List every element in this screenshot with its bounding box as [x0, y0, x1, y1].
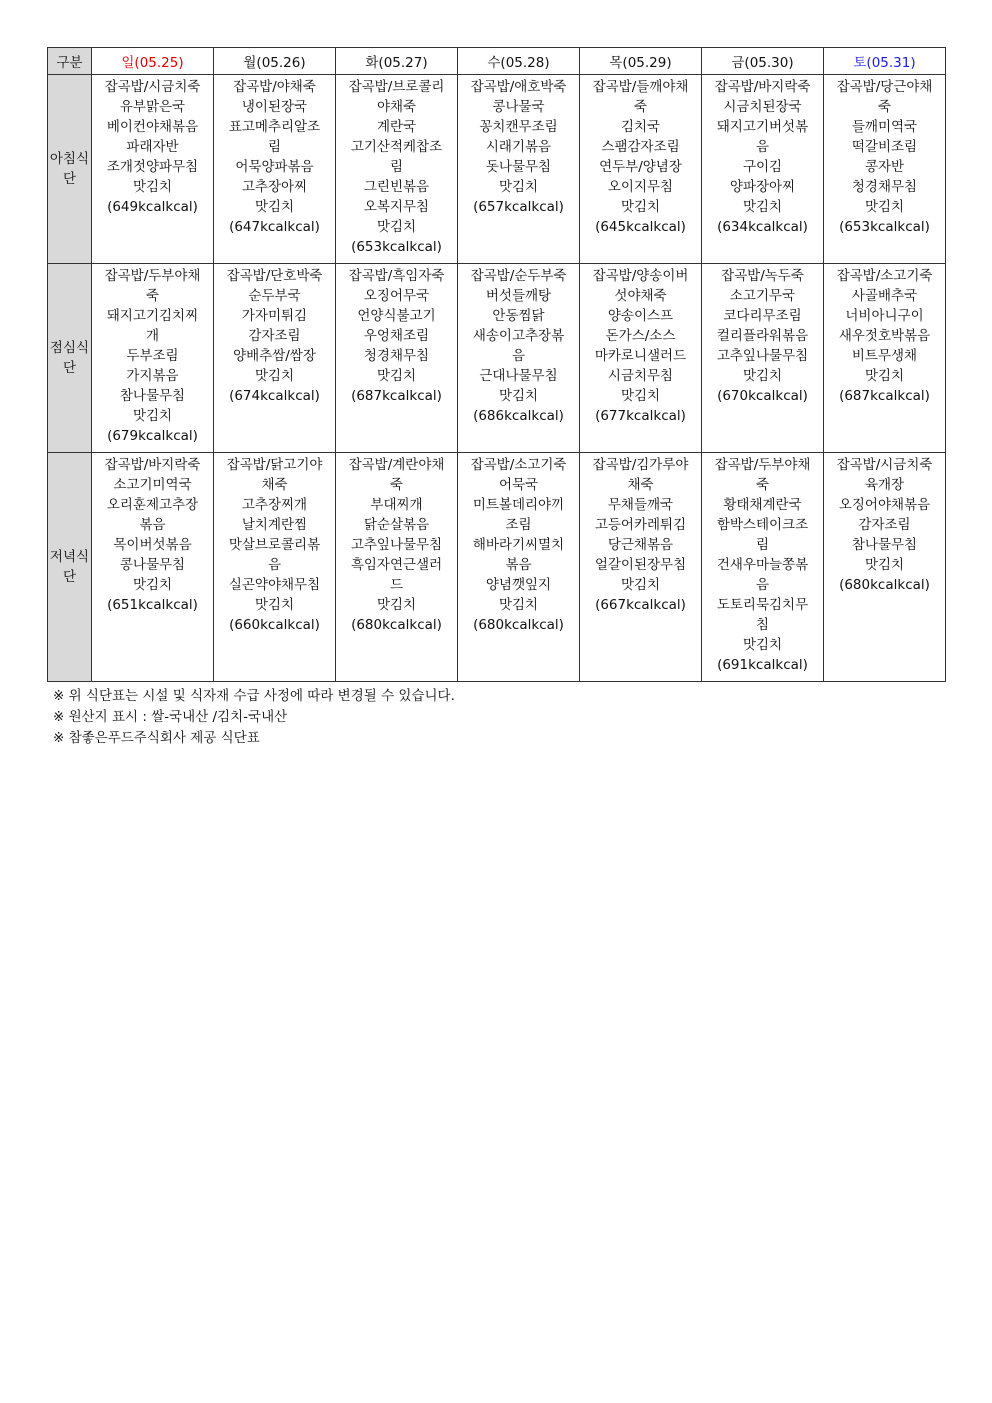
meal-label-line: 점심: [49, 340, 77, 356]
calorie-label: (677kcalkcal): [595, 408, 686, 424]
footnote-change-notice: ※ 위 식단표는 시설 및 식자재 수급 사정에 따라 변경될 수 있습니다.: [53, 688, 455, 704]
menu-item: 소고기무국: [729, 288, 796, 304]
menu-item: 잡곡밥/시금치죽: [836, 457, 933, 473]
menu-item: 맛김치: [498, 179, 539, 195]
header-label: 구분: [48, 48, 92, 75]
menu-item: 안동찜닭: [492, 308, 545, 324]
menu-item: 돗나물무침: [485, 159, 552, 175]
menu-item: 조림: [505, 517, 532, 533]
menu-item: 감자조림: [858, 517, 911, 533]
menu-item: 맛김치: [620, 388, 661, 404]
menu-item: 고등어카레튀김: [594, 517, 687, 533]
menu-item: 흑임자연근샐러: [350, 557, 443, 573]
menu-item: 베이컨야채볶음: [106, 119, 199, 135]
menu-cell-tuesday: [336, 453, 458, 682]
menu-item: 맛김치: [376, 597, 417, 613]
menu-item: 청경채무침: [851, 179, 918, 195]
menu-item: 감자조림: [248, 328, 301, 344]
menu-item: 육개장: [864, 477, 905, 493]
calorie-label: (680kcalkcal): [839, 577, 930, 593]
menu-item: 잡곡밥/브로콜리: [348, 79, 445, 95]
calorie-label: (657kcalkcal): [473, 199, 564, 215]
menu-item: 맛김치: [620, 199, 661, 215]
menu-item: 맛김치: [742, 368, 783, 384]
menu-item: 죽: [755, 477, 770, 493]
menu-item: 함박스테이크조: [716, 517, 809, 533]
calorie-label: (691kcalkcal): [717, 657, 808, 673]
menu-item: 잡곡밥/흑임자죽: [348, 268, 445, 284]
menu-cell-friday: [702, 75, 824, 264]
menu-item: 고추장아찌: [241, 179, 308, 195]
calorie-label: (653kcalkcal): [351, 239, 442, 255]
day-header-monday: [214, 48, 336, 75]
menu-item: 맛김치: [376, 219, 417, 235]
day-header-sunday: [92, 48, 214, 75]
menu-item: 콩나물국: [492, 99, 545, 115]
day-date: (05.27): [378, 55, 428, 71]
menu-item: 맛김치: [620, 577, 661, 593]
menu-cell-monday: [214, 75, 336, 264]
menu-item: 해바라기씨멸치: [472, 537, 565, 553]
calorie-label: (680kcalkcal): [351, 617, 442, 633]
menu-item: 고추잎나물무침: [716, 348, 809, 364]
menu-item: 고추장찌개: [241, 497, 308, 513]
menu-item: 목이버섯볶음: [113, 537, 192, 553]
menu-item: 새우젓호박볶음: [838, 328, 931, 344]
day-header-friday: [702, 48, 824, 75]
calorie-label: (647kcalkcal): [229, 219, 320, 235]
day-date: (05.31): [866, 55, 916, 71]
menu-cell-friday: [702, 453, 824, 682]
menu-cell-saturday: [824, 75, 946, 264]
footnotes: [53, 686, 455, 749]
menu-item: 잡곡밥/두부야채: [104, 268, 201, 284]
meal-row-breakfast: [48, 75, 946, 264]
meal-row-dinner: [48, 453, 946, 682]
menu-item: 잡곡밥/소고기죽: [836, 268, 933, 284]
menu-item: 맛김치: [254, 368, 295, 384]
menu-item: 그린빈볶음: [363, 179, 430, 195]
menu-item: 돈가스/소스: [605, 328, 676, 344]
menu-item: 잡곡밥/두부야채: [714, 457, 811, 473]
menu-item: 맛김치: [742, 199, 783, 215]
menu-item: 맛김치: [132, 577, 173, 593]
header-row: [48, 48, 946, 75]
menu-cell-monday: [214, 264, 336, 453]
menu-item: 언양식불고기: [357, 308, 436, 324]
menu-item: 소고기미역국: [113, 477, 192, 493]
menu-item: 계란국: [376, 119, 417, 135]
menu-item: 조개젓양파무침: [106, 159, 199, 175]
menu-item: 근대나물무침: [479, 368, 558, 384]
menu-item: 얼갈이된장무침: [594, 557, 687, 573]
menu-item: 청경채무침: [363, 348, 430, 364]
menu-item: 잡곡밥/당근야채: [836, 79, 933, 95]
menu-item: 맛김치: [254, 199, 295, 215]
menu-item: 표고메추리알조: [228, 119, 321, 135]
day-date: (05.25): [134, 55, 184, 71]
menu-item: 코다리무조림: [723, 308, 802, 324]
menu-item: 음: [755, 139, 770, 155]
menu-item: 김치국: [620, 119, 661, 135]
menu-item: 고기산적케찹조: [350, 139, 443, 155]
day-name: 금: [731, 55, 745, 71]
menu-item: 채죽: [627, 477, 654, 493]
day-date: (05.30): [744, 55, 794, 71]
menu-cell-sunday: [92, 453, 214, 682]
menu-item: 야채죽: [376, 99, 417, 115]
menu-item: 가자미튀김: [241, 308, 308, 324]
menu-item: 잡곡밥/애호박죽: [470, 79, 567, 95]
day-header-wednesday: [458, 48, 580, 75]
menu-item: 잡곡밥/닭고기야: [226, 457, 323, 473]
calorie-label: (674kcalkcal): [229, 388, 320, 404]
menu-item: 드: [389, 577, 404, 593]
menu-item: 맛김치: [742, 637, 783, 653]
menu-cell-thursday: [580, 453, 702, 682]
menu-item: 잡곡밥/단호박죽: [226, 268, 323, 284]
menu-item: 어묵양파볶음: [235, 159, 314, 175]
meal-row-lunch: [48, 264, 946, 453]
menu-item: 맛살브로콜리볶: [228, 537, 321, 553]
menu-cell-monday: [214, 453, 336, 682]
menu-item: 음: [511, 348, 526, 364]
menu-item: 맛김치: [498, 388, 539, 404]
menu-item: 순두부국: [248, 288, 301, 304]
meal-label-dinner: [48, 453, 92, 682]
menu-item: 너비아니구이: [845, 308, 924, 324]
menu-cell-wednesday: [458, 453, 580, 682]
day-name: 화: [365, 55, 379, 71]
menu-cell-thursday: [580, 75, 702, 264]
day-date: (05.28): [500, 55, 550, 71]
calorie-label: (634kcalkcal): [717, 219, 808, 235]
calorie-label: (679kcalkcal): [107, 428, 198, 444]
menu-cell-thursday: [580, 264, 702, 453]
day-name: 목: [609, 55, 623, 71]
meal-label-line: 저녁: [49, 549, 77, 565]
day-name: 토: [853, 55, 867, 71]
menu-item: 림: [267, 139, 282, 155]
day-name: 일: [121, 55, 135, 71]
menu-item: 스팸감자조림: [601, 139, 680, 155]
meal-label-line: 식단: [62, 549, 90, 585]
menu-item: 맛김치: [132, 408, 173, 424]
menu-item: 잡곡밥/바지락죽: [104, 457, 201, 473]
meal-label-breakfast: [48, 75, 92, 264]
calorie-label: (651kcalkcal): [107, 597, 198, 613]
menu-item: 양송이스프: [607, 308, 674, 324]
menu-item: 가지볶음: [126, 368, 179, 384]
menu-cell-wednesday: [458, 264, 580, 453]
menu-item: 볶음: [139, 517, 166, 533]
menu-item: 맛김치: [864, 557, 905, 573]
menu-item: 맛김치: [376, 368, 417, 384]
menu-item: 오징어무국: [363, 288, 430, 304]
menu-item: 음: [755, 577, 770, 593]
menu-item: 죽: [633, 99, 648, 115]
menu-item: 당근채볶음: [607, 537, 674, 553]
menu-item: 부대찌개: [370, 497, 423, 513]
day-header-tuesday: [336, 48, 458, 75]
menu-item: 양파장아찌: [729, 179, 796, 195]
menu-item: 도토리묵김치무: [716, 597, 809, 613]
menu-item: 참나물무침: [851, 537, 918, 553]
menu-item: 오복지무침: [363, 199, 430, 215]
menu-cell-tuesday: [336, 264, 458, 453]
menu-item: 섯야채죽: [614, 288, 667, 304]
menu-item: 림: [755, 537, 770, 553]
calorie-label: (687kcalkcal): [351, 388, 442, 404]
meal-label-lunch: [48, 264, 92, 453]
menu-item: 맛김치: [254, 597, 295, 613]
menu-item: 침: [755, 617, 770, 633]
menu-item: 잡곡밥/바지락죽: [714, 79, 811, 95]
menu-item: 잡곡밥/양송이버: [592, 268, 689, 284]
menu-item: 콩자반: [864, 159, 905, 175]
menu-item: 양배추쌈/쌈장: [233, 348, 316, 364]
menu-item: 잡곡밥/계란야채: [348, 457, 445, 473]
menu-item: 채죽: [261, 477, 288, 493]
calorie-label: (670kcalkcal): [717, 388, 808, 404]
calorie-label: (686kcalkcal): [473, 408, 564, 424]
menu-item: 우엉채조림: [363, 328, 430, 344]
menu-item: 볶음: [505, 557, 532, 573]
calorie-label: (653kcalkcal): [839, 219, 930, 235]
menu-item: 들깨미역국: [851, 119, 918, 135]
menu-cell-sunday: [92, 264, 214, 453]
menu-item: 잡곡밥/순두부죽: [470, 268, 567, 284]
menu-cell-saturday: [824, 264, 946, 453]
footnote-origin: ※ 원산지 표시 : 쌀-국내산 /김치-국내산: [53, 709, 288, 725]
menu-cell-sunday: [92, 75, 214, 264]
menu-item: 잡곡밥/들깨야채: [592, 79, 689, 95]
menu-item: 오리훈제고추장: [106, 497, 199, 513]
menu-item: 미트볼데리야끼: [472, 497, 565, 513]
day-name: 월: [243, 55, 257, 71]
day-header-thursday: [580, 48, 702, 75]
menu-item: 파래자반: [126, 139, 179, 155]
menu-item: 시래기볶음: [485, 139, 552, 155]
menu-item: 황태채계란국: [723, 497, 802, 513]
menu-cell-saturday: [824, 453, 946, 682]
footnote-provider: ※ 참좋은푸드주식회사 제공 식단표: [53, 730, 260, 746]
menu-item: 개: [145, 328, 160, 344]
menu-cell-wednesday: [458, 75, 580, 264]
menu-item: 어묵국: [498, 477, 539, 493]
day-name: 수: [487, 55, 501, 71]
menu-item: 냉이된장국: [241, 99, 308, 115]
menu-item: 시금치된장국: [723, 99, 802, 115]
menu-item: 시금치무침: [607, 368, 674, 384]
menu-item: 꽁치캔무조림: [479, 119, 558, 135]
day-header-saturday: [824, 48, 946, 75]
menu-item: 실곤약야채무침: [228, 577, 321, 593]
calorie-label: (667kcalkcal): [595, 597, 686, 613]
menu-item: 사골배추국: [851, 288, 918, 304]
menu-item: 두부조림: [126, 348, 179, 364]
menu-item: 떡갈비조림: [851, 139, 918, 155]
menu-item: 콩나물무침: [119, 557, 186, 573]
menu-item: 날치계란찜: [241, 517, 308, 533]
menu-item: 림: [389, 159, 404, 175]
menu-item: 마카로니샐러드: [594, 348, 687, 364]
menu-item: 돼지고기김치찌: [106, 308, 199, 324]
menu-item: 오징어야채볶음: [838, 497, 931, 513]
menu-item: 버섯들깨탕: [485, 288, 552, 304]
menu-item: 잡곡밥/시금치죽: [104, 79, 201, 95]
menu-item: 새송이고추장볶: [472, 328, 565, 344]
menu-item: 비트무생채: [851, 348, 918, 364]
menu-item: 연두부/양념장: [599, 159, 682, 175]
menu-item: 구이김: [742, 159, 783, 175]
day-date: (05.29): [622, 55, 672, 71]
menu-item: 참나물무침: [119, 388, 186, 404]
day-date: (05.26): [256, 55, 306, 71]
menu-item: 고추잎나물무침: [350, 537, 443, 553]
menu-item: 잡곡밥/김가루야: [592, 457, 689, 473]
menu-item: 건새우마늘쫑볶: [716, 557, 809, 573]
menu-item: 잡곡밥/야채죽: [233, 79, 316, 95]
calorie-label: (680kcalkcal): [473, 617, 564, 633]
menu-item: 무채들깨국: [607, 497, 674, 513]
menu-item: 죽: [145, 288, 160, 304]
meal-label-line: 식단: [62, 340, 90, 376]
calorie-label: (687kcalkcal): [839, 388, 930, 404]
calorie-label: (645kcalkcal): [595, 219, 686, 235]
menu-item: 컬리플라워볶음: [716, 328, 809, 344]
meal-label-line: 식단: [62, 151, 90, 187]
calorie-label: (660kcalkcal): [229, 617, 320, 633]
menu-item: 오이지무침: [607, 179, 674, 195]
meal-label-line: 아침: [49, 151, 77, 167]
calorie-label: (649kcalkcal): [107, 199, 198, 215]
menu-item: 맛김치: [498, 597, 539, 613]
menu-item: 닭순살볶음: [363, 517, 430, 533]
menu-item: 잡곡밥/녹두죽: [721, 268, 804, 284]
menu-item: 죽: [389, 477, 404, 493]
menu-item: 맛김치: [132, 179, 173, 195]
menu-item: 맛김치: [864, 368, 905, 384]
menu-item: 양념깻잎지: [485, 577, 552, 593]
weekly-menu-table: [47, 47, 946, 682]
menu-cell-tuesday: [336, 75, 458, 264]
menu-item: 돼지고기버섯볶: [716, 119, 809, 135]
menu-item: 죽: [877, 99, 892, 115]
menu-cell-friday: [702, 264, 824, 453]
menu-item: 유부맑은국: [119, 99, 186, 115]
menu-item: 맛김치: [864, 199, 905, 215]
menu-item: 음: [267, 557, 282, 573]
menu-item: 잡곡밥/소고기죽: [470, 457, 567, 473]
